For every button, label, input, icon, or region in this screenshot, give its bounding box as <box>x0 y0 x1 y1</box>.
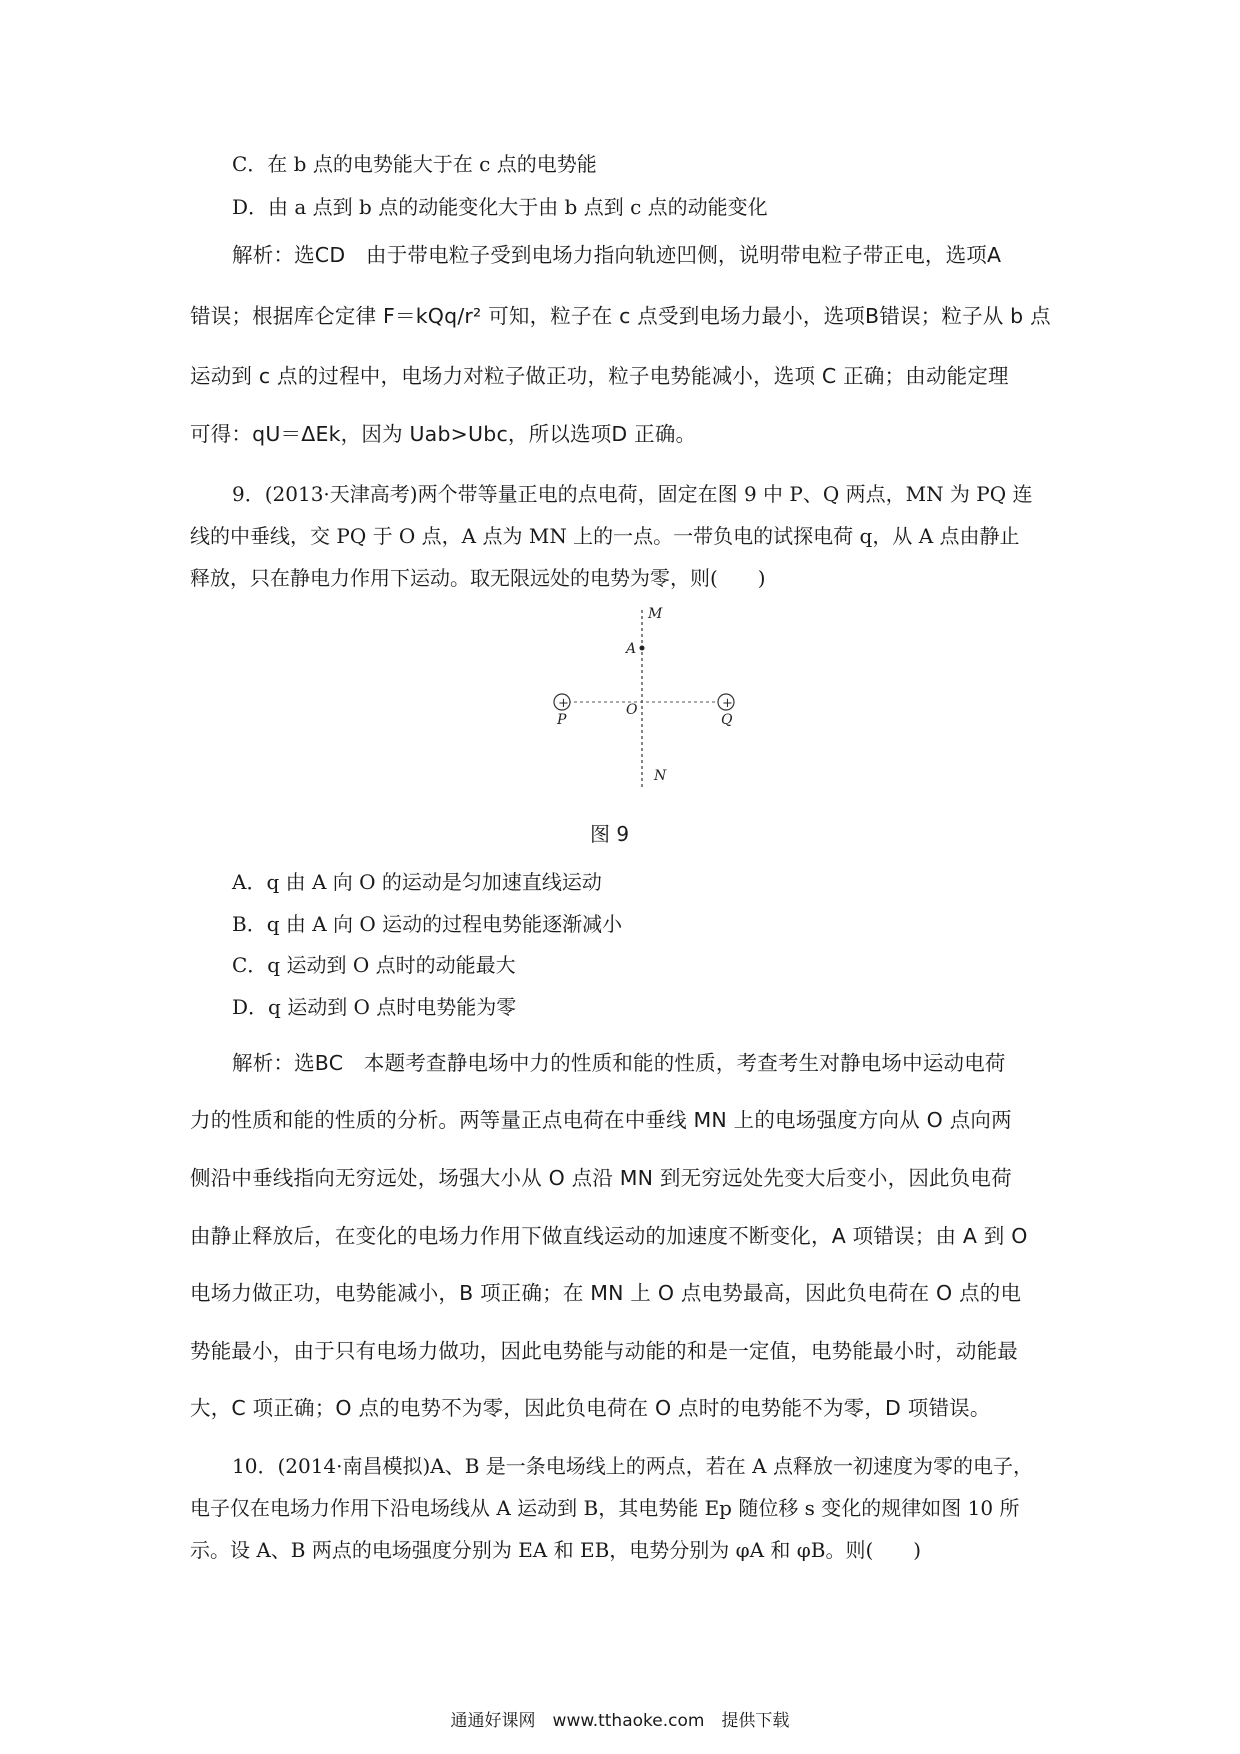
q9-explanation-line-5: 电场力做正功，电势能减小，B 项正确；在 MN 上 O 点电势最高，因此负电荷在 O 点的电 <box>190 1281 1022 1305</box>
q8-explanation-line-4: 可得：qU＝ΔEk，因为 Uab>Ubc，所以选项D 正确。 <box>190 422 697 446</box>
q8-option-c: C．在 b 点的电势能大于在 c 点的电势能 <box>232 152 597 176</box>
q8-option-d: D．由 a 点到 b 点的动能变化大于由 b 点到 c 点的动能变化 <box>232 195 768 219</box>
q8-explanation-line-2: 错误；根据库仑定律 F＝kQq/r² 可知，粒子在 c 点受到电场力最小，选项B错误；粒子从 b 点 <box>190 304 1051 328</box>
q9-stem-line-3: 释放，只在静电力作用下运动。取无限远处的电势为零，则( ) <box>190 566 766 590</box>
q9-explanation-line-4: 由静止释放后，在变化的电场力作用下做直线运动的加速度不断变化，A 项错误；由 A 到 O <box>190 1224 1028 1248</box>
q8-explanation-line-3: 运动到 c 点的过程中，电场力对粒子做正功，粒子电势能减小，选项 C 正确；由动能定理 <box>190 364 1009 388</box>
figure-9-caption: 图 9 <box>590 822 630 846</box>
q8-explanation-line-1: 解析：选CD 由于带电粒子受到电场力指向轨迹凹侧，说明带电粒子带正电，选项A <box>232 243 1002 267</box>
label-n: N <box>654 768 667 784</box>
q9-stem-line-1: 9．(2013·天津高考)两个带等量正电的点电荷，固定在图 9 中 P、Q 两点，MN 为 PQ 连 <box>232 482 1033 506</box>
charge-p-sign: + <box>558 696 569 711</box>
q9-explanation-line-6: 势能最小，由于只有电场力做功，因此电势能与动能的和是一定值，电势能最小时，动能最 <box>190 1339 1018 1363</box>
label-p: P <box>557 712 567 728</box>
q10-stem-line-3: 示。设 A、B 两点的电场强度分别为 EA 和 EB，电势分别为 φA 和 φB。则( ) <box>190 1538 922 1562</box>
q9-explanation-line-1: 解析：选BC 本题考查静电场中力的性质和能的性质，考查考生对静电场中运动电荷 <box>232 1051 1006 1075</box>
q9-explanation-line-2: 力的性质和能的性质的分析。两等量正点电荷在中垂线 MN 上的电场强度方向从 O 点向两 <box>190 1108 1012 1132</box>
charge-q-sign: + <box>722 696 733 711</box>
q10-stem-line-2: 电子仅在电场力作用下沿电场线从 A 运动到 B，其电势能 Ep 随位移 s 变化的规律如图 10 所 <box>190 1496 1020 1520</box>
q10-stem-line-1: 10．(2014·南昌模拟)A、B 是一条电场线上的两点，若在 A 点释放一初速度为零的电子， <box>232 1454 1033 1478</box>
q9-option-c: C．q 运动到 O 点时的动能最大 <box>232 953 516 977</box>
q9-explanation-line-3: 侧沿中垂线指向无穷远处，场强大小从 O 点沿 MN 到无穷远处先变大后变小，因此负电荷 <box>190 1166 1012 1190</box>
q9-option-d: D．q 运动到 O 点时电势能为零 <box>232 995 517 1019</box>
label-a: A <box>626 641 637 657</box>
figure-9-diagram <box>540 600 760 800</box>
q9-stem-line-2: 线的中垂线，交 PQ 于 O 点，A 点为 MN 上的一点。一带负电的试探电荷 q，从 A 点由静止 <box>190 524 1020 548</box>
label-m: M <box>648 606 663 622</box>
q9-option-b: B．q 由 A 向 O 运动的过程电势能逐渐减小 <box>232 912 623 936</box>
q9-explanation-line-7: 大，C 项正确；O 点的电势不为零，因此负电荷在 O 点时的电势能不为零，D 项错误。 <box>190 1396 991 1420</box>
page-footer: 通通好课网 www.tthaoke.com 提供下载 <box>450 1711 790 1731</box>
label-o: O <box>626 702 638 718</box>
q9-option-a: A．q 由 A 向 O 的运动是匀加速直线运动 <box>232 870 602 894</box>
label-q: Q <box>721 712 733 728</box>
point-a <box>640 646 645 651</box>
